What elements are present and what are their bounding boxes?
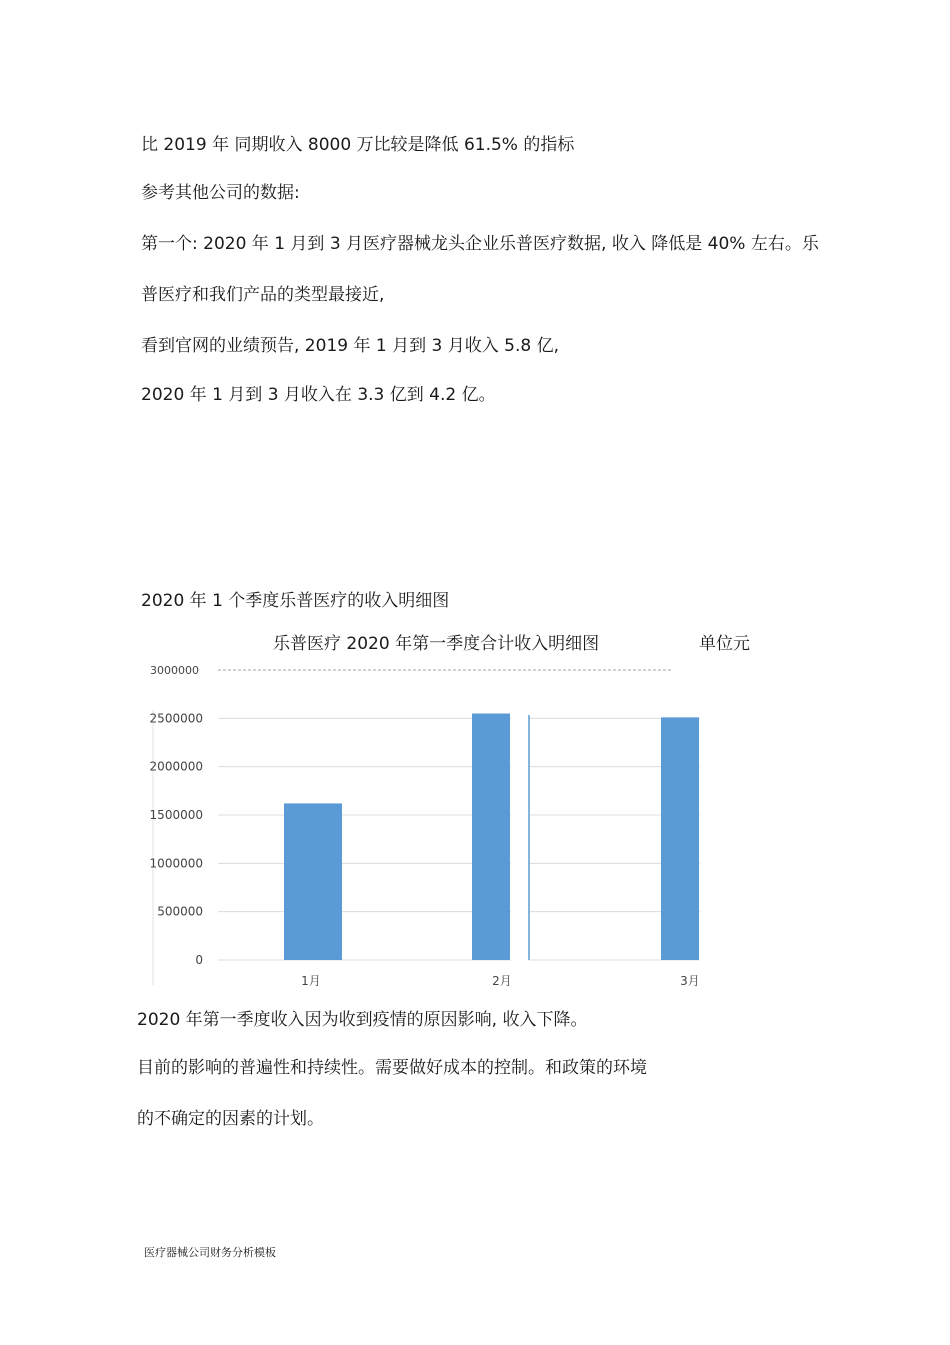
x-tick-label: 1月 — [301, 974, 321, 988]
text-line-4: 普医疗和我们产品的类型最接近, — [141, 285, 385, 305]
text-line-9: 的不确定的因素的计划。 — [137, 1109, 324, 1129]
text-line-1: 比 2019 年 同期收入 8000 万比较是降低 61.5% 的指标 — [141, 135, 575, 155]
bar — [284, 803, 342, 960]
bar-chart — [0, 655, 950, 1000]
footer-text: 医疗器械公司财务分析模板 — [144, 1246, 276, 1259]
y-tick-label: 1000000 — [149, 856, 203, 871]
text-line-7: 2020 年第一季度收入因为收到疫情的原因影响, 收入下降。 — [137, 1010, 588, 1030]
chart-caption: 2020 年 1 个季度乐普医疗的收入明细图 — [141, 591, 450, 611]
chart-title: 乐普医疗 2020 年第一季度合计收入明细图 — [273, 634, 600, 654]
y-tick-label: 500000 — [157, 904, 203, 919]
y-tick-label: 2500000 — [149, 711, 203, 726]
chart-unit-label: 单位元 — [699, 634, 750, 654]
panel-gap — [511, 695, 529, 995]
x-tick-label: 2月 — [492, 974, 512, 988]
text-line-5: 看到官网的业绩预告, 2019 年 1 月到 3 月收入 5.8 亿, — [141, 336, 559, 356]
y-tick-label: 1500000 — [149, 808, 203, 822]
text-line-8: 目前的影响的普遍性和持续性。需要做好成本的控制。和政策的环境 — [137, 1058, 647, 1078]
y-tick-label: 2000000 — [149, 759, 203, 774]
y-tick-label: 0 — [195, 953, 203, 967]
y-tick-label: 3000000 — [150, 664, 199, 677]
text-line-3: 第一个: 2020 年 1 月到 3 月医疗器械龙头企业乐普医疗数据, 收入 降低是 40% 左右。乐 — [141, 234, 819, 254]
bar — [661, 717, 699, 960]
x-tick-label: 3月 — [680, 974, 700, 988]
text-line-2: 参考其他公司的数据: — [141, 183, 300, 203]
text-line-6: 2020 年 1 月到 3 月收入在 3.3 亿到 4.2 亿。 — [141, 385, 496, 405]
bar — [472, 714, 510, 961]
